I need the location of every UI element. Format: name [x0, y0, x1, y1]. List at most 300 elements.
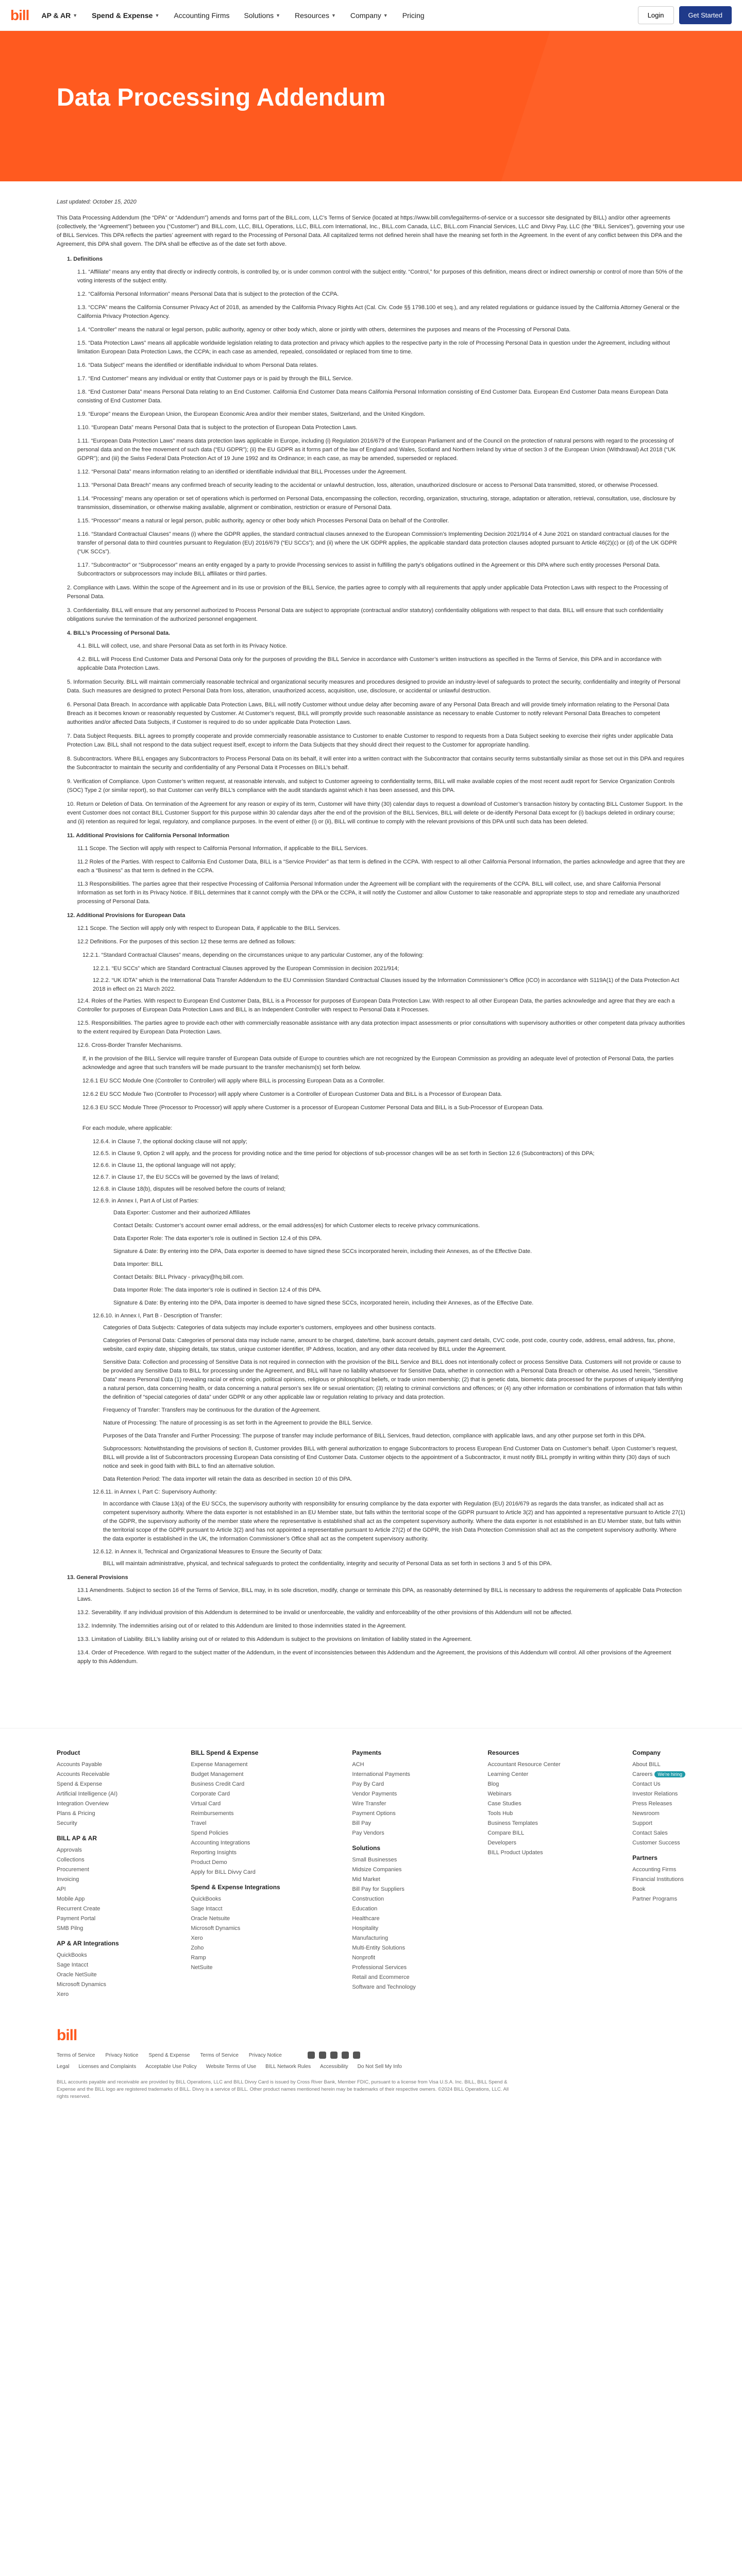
subsection-paragraph: 11.1 Scope. The Section will apply with respect to California Personal Information, if applicable to the BILL Services. [77, 845, 368, 852]
definition-item: 1.9. “Europe” means the European Union, the European Economic Area and/or their member states, Switzerland, and the United Kingdom. [77, 411, 426, 417]
footer-link-label: Xero [191, 1935, 203, 1941]
footer-link-label: Vendor Payments [352, 1791, 397, 1797]
subsection-paragraph: 12.1 Scope. The Section will apply only with respect to European Data, if applicable to the BILL Services. [77, 925, 341, 931]
footer-link-label: Compare BILL [487, 1830, 525, 1836]
chevron-down-icon: ▼ [155, 12, 160, 18]
footer-link-label: Bill Pay [352, 1820, 372, 1826]
footer-heading: Spend & Expense Integrations [191, 1884, 280, 1891]
section-paragraph: 8. Subcontractors. Where BILL engages any Subcontractors to Process Personal Data on its behalf, it will enter into a written contract with the Subcontractor that contains security terms substantially similar as those set out in this DPA and requires the Subcontractor to maintain the security and confidentiality of any Personal Data it Processes on BILL’s behalf. [67, 756, 684, 771]
definition-item: 1.5. “Data Protection Laws” means all applicable worldwide legislation relating to data protection and privacy which applies to the respective party in the role of Processing Personal Data in question under the Agreement, including without limitation European Data Protection Laws, the CCPA; in each case as amended, repealed, consolidated or replaced from time to time. [77, 340, 670, 355]
footer-link[interactable] [487, 1810, 560, 1817]
clause-paragraph: Purposes of the Data Transfer and Further Processing: The purpose of transfer may include performance of BILL Services, fraud detection, compliance with applicable laws, and any other purpose set forth in this DPA. [103, 1433, 646, 1439]
twitter-icon[interactable] [319, 2052, 326, 2059]
footer-link[interactable] [632, 1840, 685, 1846]
footer-heading: Partners [632, 1854, 657, 1861]
footer-link-label: Nonprofit [352, 1955, 376, 1961]
footer-link[interactable] [57, 1925, 119, 1931]
section-paragraph: 5. Information Security. BILL will maintain commercially reasonable technical and organizational security measures and procedures designed to provide an industry-level of safeguards to protect the security, confidentiality and integrity of Personal Data. Such measures are designed to protect Personal Data from loss, alteration, unauthorized access, acquisition, use, disclosure, or accidental or unlawful destruction. [67, 679, 681, 694]
footer-link-label: Wire Transfer [352, 1801, 386, 1807]
footer-link[interactable] [191, 1945, 280, 1951]
nav-item-spend[interactable]: Spend & Expense ▼ [92, 11, 160, 20]
footer-list [632, 1761, 685, 1846]
section-paragraph: 9. Verification of Compliance. Upon Customer’s written request, at reasonable intervals, and subject to Customer agreeing to confidentiality terms, BILL will make available copies of the most recent audit report for Service Organization Controls (SOC) Type 2 (or similar report), so that Customer can verify BILL’s compliance with the audit standards against which it has been assessed, and this DPA. [67, 778, 675, 793]
footer-link[interactable] [191, 1906, 280, 1912]
hero-banner [0, 31, 742, 181]
footer-link[interactable] [487, 1830, 560, 1836]
footer-heading: Resources [487, 1749, 519, 1756]
footer-link-label: Webinars [487, 1791, 512, 1797]
definition-item: 1.4. “Controller” means the natural or legal person, public authority, agency or other body which, alone or jointly with others, determines the purposes and means of the Processing of Personal Data. [77, 327, 571, 333]
footer-link[interactable] [191, 1781, 280, 1787]
footer-link[interactable] [57, 1876, 119, 1883]
clause-paragraph: 12.6.7. in Clause 17, the EU SCCs will be governed by the laws of Ireland; [93, 1174, 279, 1180]
footer-link[interactable] [57, 1896, 119, 1902]
footer-link[interactable] [57, 1771, 119, 1777]
legal-link[interactable]: Website Terms of Use [206, 2064, 257, 2070]
clause-paragraph: For each module, where applicable: [82, 1125, 173, 1131]
footer-link-label: Newsroom [632, 1810, 660, 1817]
footer-link-label: API [57, 1886, 66, 1892]
footer-link-label: Business Templates [487, 1820, 538, 1826]
clause-paragraph: Signature & Date: By entering into the DPA, Data importer is deemed to have signed these SCCs, incorporated herein, including their Annexes, as of the Effective Date. [113, 1300, 534, 1306]
footer-link[interactable] [191, 1869, 280, 1875]
footer-link[interactable] [352, 1945, 415, 1951]
footer-link-label: Accounts Receivable [57, 1771, 110, 1777]
footer-link[interactable] [191, 1916, 280, 1922]
instagram-icon[interactable] [353, 2052, 360, 2059]
footer-list [487, 1761, 560, 1856]
footer-link[interactable] [57, 1906, 119, 1912]
footer-heading: AP & AR Integrations [57, 1940, 119, 1947]
footer-column [487, 1749, 560, 2001]
footer-link-label: Careers [632, 1771, 653, 1777]
clause-paragraph: Data Importer Role: The data importer’s role is outlined in Section 12.4 of this DPA. [113, 1287, 322, 1293]
footer-link-label: Business Credit Card [191, 1781, 245, 1787]
definition-item: 1.8. “End Customer Data” means Personal Data relating to an End Customer. California End Customer Data means California Personal Information consisting of End Customer Data. European End Customer Data means European Data consisting of End Customer Data. [77, 389, 668, 404]
footer-link[interactable] [487, 1791, 560, 1797]
definition-item: 1.6. “Data Subject” means the identified or identifiable individual to whom Personal Data relates. [77, 362, 318, 368]
nav-item-company[interactable]: Company ▼ [350, 11, 388, 20]
footer-link-label: Recurrent Create [57, 1906, 100, 1912]
footer-link[interactable] [57, 1981, 119, 1988]
definition-item: 1.1. “Affiliate” means any entity that directly or indirectly controls, is controlled by, or is under common control with the subject entity. “Control,” for purposes of this definition, means direct or indirect ownership or control of more than 50% of the voting interests of the subject entity. [77, 269, 683, 284]
nav-item-pricing[interactable]: Pricing [402, 11, 425, 20]
footer-link-label: Financial Institutions [632, 1876, 684, 1883]
section-paragraph: 10. Return or Deletion of Data. On termination of the Agreement for any reason or expiry of its term, Customer will have thirty (30) calendar days to request a download of Customer’s transaction history by contacting BILL Customer Support. In the event Customer does not contact BILL Customer Support for this purpose within 30 calendar days after the end of the provision of the BILL Services, BILL will delete or de-identify Personal Data except for (i) backups deleted in ordinary course; and (ii) retention as required for legal, regulatory, and compliance purposes. In the event of either (i) or (ii), BILL will continue to comply with the relevant provisions of this DPA until such data has been deleted. [67, 801, 683, 825]
section-heading: 13. General Provisions [67, 1574, 128, 1581]
subsection-paragraph: 13.3. Limitation of Liability. BILL’s liability arising out of or related to this Addendum is subject to the provisions on limitation of liability stated in the Agreement. [77, 1636, 472, 1642]
nav-links [41, 11, 637, 20]
footer-link-label: Product Demo [191, 1859, 227, 1866]
footer-link[interactable] [57, 1962, 119, 1968]
clause-paragraph: If, in the provision of the BILL Service will require transfer of European Data outside of Europe to countries which are not recognized by the European Commission as providing an adequate level of protection of Personal Data, the parties acknowledge and agree that such transfers will be made pursuant to the transfer mechanism(s) set forth below. [82, 1056, 674, 1071]
footer-link-label: Construction [352, 1896, 384, 1902]
last-updated: Last updated: October 15, 2020 [57, 199, 137, 205]
footer-link[interactable] [191, 1840, 280, 1846]
footer-link[interactable] [352, 1896, 415, 1902]
clause-paragraph: 12.2.2. “UK IDTA” which is the International Data Transfer Addendum to the EU Commission Standard Contractual Clauses issued by the Information Commissioner’s Office (ICO) in accordance with S119A(1) of the Data Protection Act 2018 in effect on 21 March 2022. [93, 977, 680, 992]
clause-paragraph: Data Exporter Role: The data exporter’s role is outlined in Section 12.4 of this DPA. [113, 1235, 322, 1242]
login-button[interactable]: Login [638, 6, 674, 24]
footer-link[interactable] [352, 1820, 415, 1826]
definition-item: 1.2. “California Personal Information” means Personal Data that is subject to the protection of the CCPA. [77, 291, 339, 297]
footer-link[interactable] [191, 1830, 280, 1836]
legal-link[interactable]: Licenses and Complaints [78, 2064, 137, 2070]
nav-item-accounting[interactable]: Accounting Firms [174, 11, 230, 20]
clause-paragraph: Data Importer: BILL [113, 1261, 163, 1267]
clause-paragraph: 12.6.11. in Annex I, Part C: Supervisory Authority: [93, 1489, 217, 1495]
footer-link-label: Procurement [57, 1867, 89, 1873]
footer-link-label: Sage Intacct [57, 1962, 89, 1968]
nav-item-resources[interactable]: Resources ▼ [295, 11, 336, 20]
footer-link[interactable] [57, 1991, 119, 1997]
subsection-paragraph: 4.2. BILL will Process End Customer Data and Personal Data only for the purposes of providing the BILL Service in accordance with Customer’s written instructions as specified in the Terms of Service, this DPA and in accordance with applicable Data Protection Laws. [77, 656, 662, 671]
footer-link-label: Approvals [57, 1847, 82, 1853]
footer-list [632, 1867, 685, 1902]
footer-link-label: Multi-Entity Solutions [352, 1945, 406, 1951]
footer-link[interactable] [352, 1886, 415, 1892]
definition-item: 1.7. “End Customer” means any individual or entity that Customer pays or is paid by through the BILL Service. [77, 376, 353, 382]
nav-actions [638, 6, 732, 24]
footer-link-label: Pay By Card [352, 1781, 384, 1787]
footer-link[interactable] [352, 1906, 415, 1912]
footer-link[interactable] [191, 1925, 280, 1931]
clause-paragraph: Sensitive Data: Collection and processing of Sensitive Data is not required in connection with the provision of the BILL Service and BILL does not intentionally collect or process Sensitive Data. Customers will not provide or cause to be provided any Sensitive Data to BILL for processing under the Agreement, and BILL will have no liability whatsoever for Sensitive Data, whether in connection with a Personal Data Breach or otherwise. As used herein, “Sensitive Data” means Personal Data (1) revealing racial or ethnic origin, political opinions, religious or philosophical beliefs, or trade union membership; (2) that is genetic data, biometric data processed for the purposes of uniquely identifying a natural person, data concerning health, or data concerning a natural person’s sex life or sexual orientation; (3) relating to criminal convictions and offences; or (4) any other information or combinations of information that falls within the definition of “special categories of data” under GDPR or any other applicable law or regulation relating to privacy and data protection. [103, 1359, 683, 1400]
footer-link[interactable] [632, 1801, 685, 1807]
clause-paragraph: 12.6.5. in Clause 9, Option 2 will apply, and the process for providing notice and the time period for objections of sub-processor changes will be as set forth in Section 12.6 (Subcontractors) of this DPA; [93, 1150, 595, 1157]
footer-link[interactable] [57, 1847, 119, 1853]
footer-link[interactable] [191, 1810, 280, 1817]
chevron-down-icon: ▼ [276, 12, 281, 18]
footer-heading: Payments [352, 1749, 382, 1756]
clause-paragraph: 12.6.3 EU SCC Module Three (Processor to Processor) will apply where Customer is a processor of European Customer Personal Data and BILL is a Sub-Processor of European Data. [82, 1105, 544, 1111]
footer-list [57, 1761, 119, 1826]
definition-item: 1.17. “Subcontractor” or “Subprocessor” means an entity engaged by a party to provide Processing services to assist in fulfilling the party’s obligations outlined in the Agreement or this DPA where such entity processes Personal Data. Subcontractors or subprocessors may include BILL affiliates or third parties. [77, 562, 661, 577]
footer-link-label: Travel [191, 1820, 207, 1826]
footer-link[interactable] [632, 1876, 685, 1883]
footer-link-label: International Payments [352, 1771, 410, 1777]
footer-link-label: Contact Sales [632, 1830, 668, 1836]
spacer [57, 1117, 685, 1124]
footer-heading: BILL Spend & Expense [191, 1749, 259, 1756]
footer-link-label: Tools Hub [487, 1810, 513, 1817]
footer-link[interactable] [191, 1791, 280, 1797]
footer-link-label: Accounting Integrations [191, 1840, 250, 1846]
footer-link-label: Spend Policies [191, 1830, 229, 1836]
nav-item-ap-ar[interactable]: AP & AR ▼ [41, 11, 78, 20]
footer-link[interactable] [632, 1867, 685, 1873]
clause-paragraph: 12.2.1. “Standard Contractual Clauses” means, depending on the circumstances unique to any particular Customer, any of the following: [82, 952, 424, 958]
footer-link[interactable] [632, 1896, 685, 1902]
footer-column [632, 1749, 685, 2001]
footer-link[interactable] [191, 1801, 280, 1807]
footer-link[interactable] [352, 1791, 415, 1797]
footer-link[interactable] [352, 1984, 415, 1990]
subsection-paragraph: 11.2 Roles of the Parties. With respect to California End Customer Data, BILL is a “Service Provider” as that term is defined in the CCPA. With respect to all other California Personal Information, the parties acknowledge and agree that they are each a “Business” as that term is defined in the CCPA. [77, 859, 685, 874]
footer-link[interactable] [57, 1972, 119, 1978]
clause-paragraph: Categories of Data Subjects: Categories of data subjects may include exporter’s customers, employees and other business contacts. [103, 1325, 436, 1331]
footer-link[interactable] [352, 1964, 415, 1971]
footer-link-label: Mid Market [352, 1876, 380, 1883]
footer-link-label: Accounts Payable [57, 1761, 103, 1768]
footer-link[interactable] [57, 1820, 119, 1826]
footer-link[interactable] [352, 1974, 415, 1980]
subsection-paragraph: 13.1 Amendments. Subject to section 16 of the Terms of Service, BILL may, in its sole discretion, modify, change or terminate this DPA, as reasonably determined by BILL is necessary to address the requirements of applicable Data Protection Laws. [77, 1587, 682, 1602]
subsection-paragraph: 11.3 Responsibilities. The parties agree that their respective Processing of California Personal Information under the Agreement will be compliant with the requirements of the CCPA. BILL will collect, use, and share California Personal Information as set forth in its Privacy Notice. If BILL determines that it cannot comply with the DPA or the CCPA, it will notify the Customer and allow Customer to take reasonable and appropriate steps to stop and remediate any unauthorized processing of Personal Data. [77, 881, 680, 905]
hiring-badge: We're hiring [654, 1771, 685, 1777]
get-started-button[interactable]: Get Started [679, 6, 732, 24]
footer-link[interactable] [352, 1781, 415, 1787]
footer-link-label: Small Businesses [352, 1857, 397, 1863]
footer-link[interactable] [57, 1791, 119, 1797]
footer-link-label: Software and Technology [352, 1984, 416, 1990]
footer-link[interactable] [352, 1857, 415, 1863]
footer-link[interactable] [487, 1771, 560, 1777]
footer-legal-row-2 [57, 2064, 685, 2070]
footer-link-label: Pay Vendors [352, 1830, 384, 1836]
footer-link[interactable] [632, 1781, 685, 1787]
clause-paragraph: Data Exporter: Customer and their authorized Affiliates [113, 1210, 250, 1216]
footer-link-label: Sage Intacct [191, 1906, 223, 1912]
hero-decoration [501, 31, 742, 181]
site-footer [0, 1728, 742, 2121]
footer-link-label: Partner Programs [632, 1896, 678, 1902]
footer-link[interactable] [57, 1781, 119, 1787]
top-nav [0, 0, 742, 31]
footer-bill-logo[interactable]: bill [57, 2027, 77, 2044]
footer-link[interactable] [352, 1955, 415, 1961]
footer-link[interactable] [487, 1850, 560, 1856]
footer-link-label: Accounting Firms [632, 1867, 677, 1873]
footer-link-label: Investor Relations [632, 1791, 678, 1797]
footer-link-label: QuickBooks [191, 1896, 222, 1902]
clause-paragraph: 12.2.1. “EU SCCs” which are Standard Contractual Clauses approved by the European Commission in decision 2021/914; [93, 965, 399, 972]
footer-link[interactable] [632, 1791, 685, 1797]
footer-link-label: Spend & Expense [57, 1781, 103, 1787]
definition-item: 1.3. “CCPA” means the California Consumer Privacy Act of 2018, as amended by the California Privacy Rights Act (Cal. Civ. Code §§ 1798.100 et seq.), and any related regulations or guidance issued by the California Attorney General or the California Privacy Protection Agency. [77, 304, 680, 319]
footer-link[interactable] [487, 1781, 560, 1787]
footer-link[interactable] [191, 1771, 280, 1777]
bill-logo[interactable]: bill [10, 7, 29, 23]
subsection-paragraph: 12.4. Roles of the Parties. With respect to European End Customer Data, BILL is a Processor for purposes of European Data Protection Law. With respect to all other European Data, the parties acknowledge and agree that they are each a Controller for purposes of European Data Protection Laws and BILL is an Independent Controller with respect to Personal Data it Processes. [77, 998, 675, 1013]
legal-link[interactable]: Acceptable Use Policy [145, 2064, 197, 2070]
footer-link-label: Case Studies [487, 1801, 521, 1807]
footer-link-label: Microsoft Dynamics [57, 1981, 106, 1988]
footer-link[interactable] [57, 1801, 119, 1807]
footer-link-label: Customer Success [632, 1840, 680, 1846]
legal-link[interactable]: Do Not Sell My Info [357, 2064, 402, 2070]
footer-column [191, 1749, 280, 2001]
footer-link-label: Collections [57, 1857, 85, 1863]
footer-list [57, 1847, 119, 1931]
clause-paragraph: 12.6.9. in Annex I, Part A of List of Parties: [93, 1198, 199, 1204]
footer-link-label: Retail and Ecommerce [352, 1974, 410, 1980]
footer-heading: Solutions [352, 1844, 381, 1852]
definition-item: 1.16. “Standard Contractual Clauses” means (i) where the GDPR applies, the standard contractual clauses annexed to the European Commission’s Implementing Decision 2021/914 of 4 June 2021 on standard contractual clauses for the transfer of personal data to third countries pursuant to Regulation (EU) 2016/679 (“EU SCCs”); and (ii) where the UK GDPR applies, the applicable standard data protection clauses adopted pursuant to Article 46(2)(c) or (d) of the UK GDPR (“UK SCCs”). [77, 531, 677, 555]
definition-item: 1.14. “Processing” means any operation or set of operations which is performed on Personal Data, encompassing the collection, recording, organization, structuring, storage, adaptation or alteration, retrieval, consultation, use, disclosure by transmission, dissemination, or otherwise making available, alignment or combination, restriction or erasure of Personal Data. [77, 496, 676, 511]
intro-paragraph: This Data Processing Addendum (the “DPA” or “Addendum”) amends and forms part of the BILL.com, LLC’s Terms of Service (located at https://www.bill.com/legal/terms-of-service or a successor site designated by BILL) and/or other agreements (collectively, the “Agreement”) between you (“Customer”) and BILL.com, LLC, BILL Operations, LLC, BILL.com International, Inc., BILL.com Canada, LLC, BILL.com Financial Services, LLC and Divvy Pay, LLC (the “BILL Services”), governing your use of BILL Services. This DPA reflects the parties’ agreement with regard to the Processing of Personal Data. All capitalized terms not defined herein shall have the meaning set forth in the Agreement. In the event of any conflict between this DPA and the Agreement, this DPA shall govern. The DPA shall be effective as of the date set forth above. [57, 215, 685, 247]
clause-paragraph: Signature & Date: By entering into the DPA, Data exporter is deemed to have signed these SCCs incorporated herein, including their Annexes, as of the Effective Date. [113, 1248, 532, 1255]
clause-paragraph: Frequency of Transfer: Transfers may be continuous for the duration of the Agreement. [103, 1407, 321, 1413]
definition-item: 1.10. “European Data” means Personal Data that is subject to the protection of European Data Protection Laws. [77, 425, 358, 431]
clause-paragraph: Data Retention Period: The data importer will retain the data as described in section 10 of this DPA. [103, 1476, 352, 1482]
chevron-down-icon: ▼ [383, 12, 388, 18]
subsection-paragraph: 12.2 Definitions. For the purposes of this section 12 these terms are defined as follows: [77, 939, 296, 945]
clause-paragraph: In accordance with Clause 13(a) of the EU SCCs, the supervisory authority with responsibility for ensuring compliance by the data exporter with Regulation (EU) 2016/679 as regards the data transfer, as indicated shall act as competent supervisory authority. Where the data exporter is not established in an EU Member state, but falls within the territorial scope of the GDPR pursuant to Article 3(2) and has appointed a representative pursuant to Article 27(1) of the GDPR, the supervisory authority of the member state where the representative is established shall act as the competent supervisory authority. Where the data exporter is not established in an EU Member state, but falls within the territorial scope of the GDPR pursuant to Article 3(2) and has not appointed a representative pursuant to Article 27(2) of the GDPR, the Irish Data Protection Commission shall act as the competent supervisory authority. Where the data exporter is established in the UK, the Information Commissioner’s Office shall act as the competent supervisory authority. [103, 1501, 685, 1542]
footer-link[interactable] [487, 1801, 560, 1807]
clause-paragraph: BILL will maintain administrative, physical, and technical safeguards to protect the confidentiality, integrity and security of Personal Data as set forth in sections 3 and 5 of this DPA. [103, 1561, 552, 1567]
section-paragraph: 3. Confidentiality. BILL will ensure that any personnel authorized to Process Personal Data are subject to appropriate (contractual and/or statutory) confidentiality obligations with respect to that data. BILL will ensure that such confidentiality obligations survive the termination of the authorized personnel engagement. [67, 607, 664, 622]
footer-link[interactable] [352, 1771, 415, 1777]
footer-link[interactable] [487, 1761, 560, 1768]
footer-link-label: Book [632, 1886, 646, 1892]
section-paragraph: 7. Data Subject Requests. BILL agrees to promptly cooperate and provide commercially reasonable assistance to Customer to enable Customer to respond to requests from a Data Subject seeking to exercise their rights under applicable Data Protection Law. BILL shall not respond to the data subject request itself, except to inform the Data Subjects that they should direct their request to the Customer for appropriate handling. [67, 733, 673, 748]
footer-link[interactable] [352, 1916, 415, 1922]
footer-link-label: Professional Services [352, 1964, 407, 1971]
footer-link[interactable] [57, 1810, 119, 1817]
footer-link[interactable] [352, 1867, 415, 1873]
footer-list [352, 1857, 415, 1990]
subsection-paragraph: 12.6. Cross-Border Transfer Mechanisms. [77, 1042, 183, 1048]
footer-link-label: Accountant Resource Center [487, 1761, 561, 1768]
footer-link[interactable] [191, 1896, 280, 1902]
footer-list [352, 1761, 415, 1836]
clause-paragraph: 12.6.4. in Clause 7, the optional docking clause will not apply; [93, 1139, 247, 1145]
footer-link[interactable] [352, 1935, 415, 1941]
footer-link[interactable] [191, 1761, 280, 1768]
footer-disclaimer: BILL accounts payable and receivable are provided by BILL Operations, LLC and BILL Divvy Card is issued by Cross River Bank, Member FDIC, pursuant to a license from Visa U.S.A. Inc. BILL, BILL Spend & Expense and the BILL logo are registered trademarks of BILL. Divvy is a service of BILL. Other product names mentioned herein may be trademarks of their respective owners. ©2024 BILL Operations, LLC. All rights reserved. [57, 2079, 509, 2099]
footer-link[interactable] [632, 1886, 685, 1892]
footer-link-label: Manufacturing [352, 1935, 389, 1941]
footer-link[interactable] [352, 1876, 415, 1883]
legal-link[interactable]: Accessibility [320, 2064, 348, 2070]
legal-link[interactable]: Spend & Expense [148, 2052, 190, 2058]
definition-item: 1.15. “Processor” means a natural or legal person, public authority, agency or other body which Processes Personal Data on behalf of the Controller. [77, 518, 449, 524]
spacer [57, 2100, 685, 2121]
footer-link[interactable] [191, 1935, 280, 1941]
clause-paragraph: 12.6.6. in Clause 11, the optional language will not apply; [93, 1162, 236, 1168]
footer-link[interactable] [191, 1850, 280, 1856]
footer-link-label: Healthcare [352, 1916, 380, 1922]
legal-link[interactable]: BILL Network Rules [265, 2064, 311, 2070]
footer-link-label: Mobile App [57, 1896, 85, 1902]
footer-link[interactable] [57, 1857, 119, 1863]
footer-link-label: Reimbursements [191, 1810, 234, 1817]
footer-link-label: Hospitality [352, 1925, 379, 1931]
footer-link[interactable] [57, 1761, 119, 1768]
footer-link-label: Artificial Intelligence (AI) [57, 1791, 117, 1797]
footer-heading: BILL AP & AR [57, 1835, 97, 1842]
footer-link[interactable] [191, 1820, 280, 1826]
footer-link[interactable] [487, 1840, 560, 1846]
linkedin-icon[interactable] [308, 2052, 315, 2059]
footer-link[interactable] [352, 1830, 415, 1836]
footer-column [57, 1749, 119, 2001]
footer-column [352, 1749, 415, 2001]
footer-link[interactable] [57, 1952, 119, 1958]
footer-link-label: Apply for BILL Divvy Card [191, 1869, 256, 1875]
legal-link[interactable]: Terms of Service [57, 2052, 95, 2058]
footer-link[interactable] [632, 1761, 685, 1768]
document-body [0, 181, 742, 1666]
footer-link-label: Budget Management [191, 1771, 244, 1777]
footer-link[interactable] [487, 1820, 560, 1826]
footer-link[interactable] [352, 1810, 415, 1817]
footer-link-label: Payment Options [352, 1810, 396, 1817]
clause-paragraph: Subprocessors: Notwithstanding the provisions of section 8, Customer provides BILL with general authorization to engage Subcontractors to process European End Customer Data on Customer’s behalf. Upon Customer’s request, BILL will provide a list of Subcontractors processing European Data consisting of End Customer Data. Customer objects to the appointment of a Subcontractor, it must notify BILL promptly in writing within thirty (30) days of such notice and seek in good faith with BILL to find an alternative solution. [103, 1446, 678, 1469]
footer-link-label: Integration Overview [57, 1801, 109, 1807]
footer-list [57, 1952, 119, 1997]
clause-paragraph: Contact Details: Customer’s account owner email address, or the email address(es) for which Customer elects to receive privacy communications. [113, 1223, 480, 1229]
footer-link[interactable] [191, 1955, 280, 1961]
clause-paragraph: 12.6.8. in Clause 18(b), disputes will be resolved before the courts of Ireland; [93, 1186, 286, 1192]
clause-paragraph: 12.6.1 EU SCC Module One (Controller to Controller) will apply where BILL is processing European Data as a Controller. [82, 1078, 385, 1084]
footer-link[interactable] [57, 1886, 119, 1892]
footer-link-label: Press Releases [632, 1801, 672, 1807]
footer-link[interactable] [352, 1801, 415, 1807]
subsection-paragraph: 4.1. BILL will collect, use, and share Personal Data as set forth in its Privacy Notice. [77, 643, 288, 649]
section-heading: 12. Additional Provisions for European Data [67, 912, 185, 919]
footer-link-label: Corporate Card [191, 1791, 230, 1797]
chevron-down-icon: ▼ [73, 12, 78, 18]
footer-link[interactable] [632, 1830, 685, 1836]
nav-item-solutions[interactable]: Solutions ▼ [244, 11, 281, 20]
footer-link-label: Expense Management [191, 1761, 248, 1768]
footer-link-label: Security [57, 1820, 77, 1826]
footer-link[interactable] [191, 1859, 280, 1866]
footer-link[interactable] [632, 1810, 685, 1817]
footer-link-label: Oracle Netsuite [191, 1916, 230, 1922]
footer-heading: Product [57, 1749, 80, 1756]
footer-link-label: Education [352, 1906, 378, 1912]
youtube-icon[interactable] [342, 2052, 349, 2059]
legal-link[interactable]: Terms of Service [200, 2052, 239, 2058]
footer-link-label: ACH [352, 1761, 364, 1768]
section-paragraph: 2. Compliance with Laws. Within the scope of the Agreement and in its use or provision of the BILL Service, the parties agree to comply with all requirements that apply under applicable Data Protection Laws with respect to the Processing of Personal Data. [67, 585, 668, 600]
footer-link[interactable] [632, 1820, 685, 1826]
footer-link[interactable] [352, 1761, 415, 1768]
legal-link[interactable]: Legal [57, 2064, 70, 2070]
subsection-paragraph: 13.2. Indemnity. The indemnities arising out of or related to this Addendum are limited to those indemnities stated in the Agreement. [77, 1623, 407, 1629]
footer-link[interactable] [352, 1925, 415, 1931]
legal-link[interactable]: Privacy Notice [105, 2052, 139, 2058]
clause-paragraph: 12.6.2 EU SCC Module Two (Controller to Processor) will apply where Customer is a Controller of European Customer Data and BILL is a Processor of European Data. [82, 1091, 502, 1097]
footer-link-label: Invoicing [57, 1876, 79, 1883]
footer-link-label: BILL Product Updates [487, 1850, 543, 1856]
section-paragraph: 6. Personal Data Breach. In accordance with applicable Data Protection Laws, BILL will notify Customer without undue delay after becoming aware of any Personal Data Breach and will provide timely information relating to the Personal Data Breach as it becomes known or reasonably requested by Customer. At Customer’s request, BILL will promptly provide such reasonable assistance as necessary to enable Customer to notify relevant Personal Data Breaches to competent authorities and/or affected Data Subjects, if Customer is required to do so under applicable Data Protection Laws. [67, 702, 669, 725]
footer-columns [57, 1749, 685, 2001]
footer-link-label: Reporting Insights [191, 1850, 237, 1856]
footer-link-label: Support [632, 1820, 652, 1826]
footer-link-label: Payment Portal [57, 1916, 96, 1922]
footer-link[interactable] [191, 1964, 280, 1971]
clause-paragraph: 12.6.10. in Annex I, Part B - Description of Transfer: [93, 1313, 223, 1319]
facebook-icon[interactable] [330, 2052, 338, 2059]
legal-link[interactable]: Privacy Notice [248, 2052, 282, 2058]
footer-link[interactable] [57, 1867, 119, 1873]
footer-link[interactable] [57, 1916, 119, 1922]
footer-link-label: Ramp [191, 1955, 206, 1961]
footer-list [191, 1896, 280, 1971]
section-heading: 1. Definitions [67, 256, 103, 262]
footer-link[interactable] [632, 1771, 685, 1777]
definitions-list [57, 268, 685, 579]
subsection-paragraph: 13.4. Order of Precedence. With regard to the subject matter of the Addendum, in the event of inconsistencies between this Addendum and the Agreement, the provisions of this Addendum will control. All other provisions of the Agreement apply to this Addendum. [77, 1650, 671, 1665]
footer-link-label: Developers [487, 1840, 516, 1846]
footer-link-label: Blog [487, 1781, 499, 1787]
footer-link-label: Microsoft Dynamics [191, 1925, 241, 1931]
clause-paragraph: Categories of Personal Data: Categories of personal data may include name, amount to be charged, date/time, bank account details, payment card details, CVC code, post code, country code, address, email address, fax, phone, website, card expiry date, shipping details, tax status, unique customer identifier, IP Address, location, and any other data received by BILL under the Agreement. [103, 1337, 675, 1352]
